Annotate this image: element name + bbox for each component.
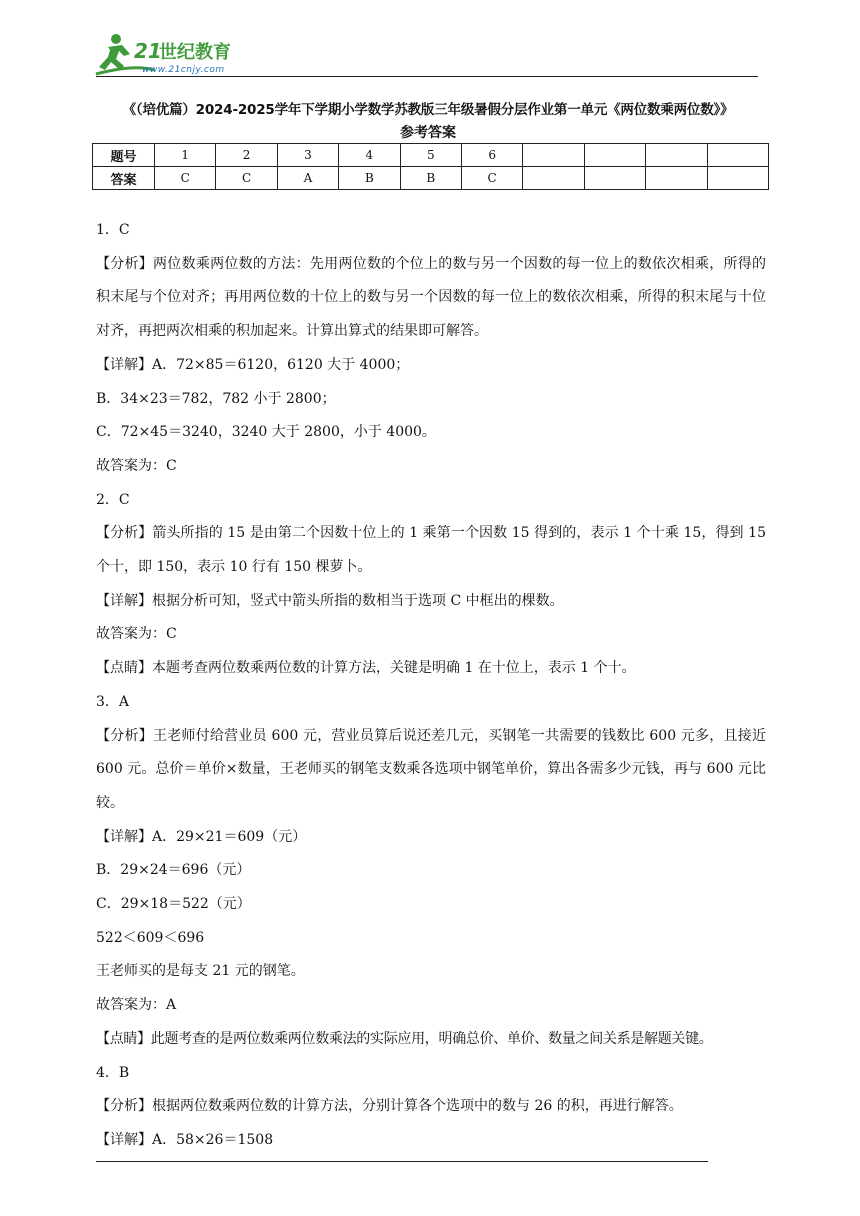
answer-explanations <box>96 214 766 1158</box>
table-cell: C <box>216 167 277 190</box>
table-cell: 4 <box>339 144 400 167</box>
footer-rule <box>96 1161 708 1162</box>
detail-line: 王老师买的是每支 21 元的钢笔。 <box>96 963 305 980</box>
table-cell: 5 <box>400 144 461 167</box>
detail-line: B．29×24＝696（元） <box>96 862 251 879</box>
conclusion-line: 故答案为：C <box>96 626 177 643</box>
table-cell <box>584 167 645 190</box>
question-number: 4．B <box>96 1064 130 1081</box>
analysis-paragraph: 【分析】王老师付给营业员 600 元，营业员算后说还差几元，买钢笔一共需要的钱数比 600 元多，且接近 600 元。总价＝单价×数量，王老师买的钢笔支数乘各选项中钢笔单价，算出各需多少元钱，再与 600 元比较。 <box>96 727 766 811</box>
svg-text:www.21cnjy.com: www.21cnjy.com <box>142 65 225 75</box>
table-cell: 3 <box>277 144 338 167</box>
detail-line: 【详解】A．29×21＝609（元） <box>96 828 307 845</box>
svg-text:21: 21 <box>134 39 162 63</box>
analysis-paragraph: 【分析】根据两位数乘两位数的计算方法，分别计算各个选项中的数与 26 的积，再进行解答。 <box>96 1098 683 1115</box>
table-cell <box>523 167 584 190</box>
table-row-answers <box>93 167 769 190</box>
document-title: 《（培优篇）2024-2025学年下学期小学数学苏教版三年级暑假分层作业第一单元《两位数乘两位数》》 <box>122 102 734 118</box>
table-row-numbers <box>93 144 769 167</box>
table-cell: C <box>461 167 522 190</box>
conclusion-line: 故答案为：A <box>96 997 177 1014</box>
table-cell <box>646 167 707 190</box>
question-number: 2．C <box>96 491 130 508</box>
table-cell: 2 <box>216 144 277 167</box>
detail-line: 【详解】A．58×26＝1508 <box>96 1131 274 1148</box>
detail-line: 【详解】A．72×85＝6120，6120 大于 4000； <box>96 356 410 373</box>
table-cell <box>707 167 768 190</box>
table-cell <box>584 144 645 167</box>
svg-text:世纪教育: 世纪教育 <box>159 42 231 63</box>
header-rule <box>96 76 758 77</box>
site-logo <box>94 30 264 80</box>
question-number: 3．A <box>96 693 130 710</box>
question-number: 1．C <box>96 222 130 238</box>
analysis-paragraph: 【分析】两位数乘两位数的方法：先用两位数的个位上的数与另一个因数的每一位上的数依次相乘，所得的积末尾与个位对齐；再用两位数的十位上的数与另一个因数的每一位上的数依次相乘，所得的积末尾与十位对齐，再把两次相乘的积加起来。计算出算式的结果即可解答。 <box>96 255 766 340</box>
answer-table <box>92 143 769 190</box>
analysis-paragraph: 【分析】箭头所指的 15 是由第二个因数十位上的 1 乘第一个因数 15 得到的，表示 1 个十乘 15，得到 15 个十，即 150，表示 10 行有 150 棵萝卜。 <box>96 525 766 576</box>
detail-line: C．72×45＝3240，3240 大于 2800，小于 4000。 <box>96 424 436 441</box>
table-cell: B <box>339 167 400 190</box>
detail-line: B．34×23＝782，782 小于 2800； <box>96 390 336 407</box>
comment-line: 【点睛】此题考查的是两位数乘两位数乘法的实际应用，明确总价、单价、数量之间关系是解题关键。 <box>96 1030 713 1047</box>
table-cell <box>523 144 584 167</box>
table-cell: C <box>155 167 216 190</box>
table-cell: B <box>400 167 461 190</box>
detail-line: 522＜609＜696 <box>96 929 205 946</box>
table-cell <box>707 144 768 167</box>
row-label-number: 题号 <box>93 144 155 167</box>
table-cell: 6 <box>461 144 522 167</box>
row-label-answer: 答案 <box>93 167 155 190</box>
conclusion-line: 故答案为：C <box>96 457 177 474</box>
detail-line: 【详解】根据分析可知，竖式中箭头所指的数相当于选项 C 中框出的棵数。 <box>96 592 564 609</box>
comment-line: 【点睛】本题考查两位数乘两位数的计算方法，关键是明确 1 在十位上，表示 1 个十。 <box>96 660 636 677</box>
table-cell <box>646 144 707 167</box>
table-cell: 1 <box>155 144 216 167</box>
detail-line: C．29×18＝522（元） <box>96 896 251 913</box>
table-cell: A <box>277 167 338 190</box>
runner-logo-icon <box>94 30 264 80</box>
document-subtitle: 参考答案 <box>400 125 456 141</box>
